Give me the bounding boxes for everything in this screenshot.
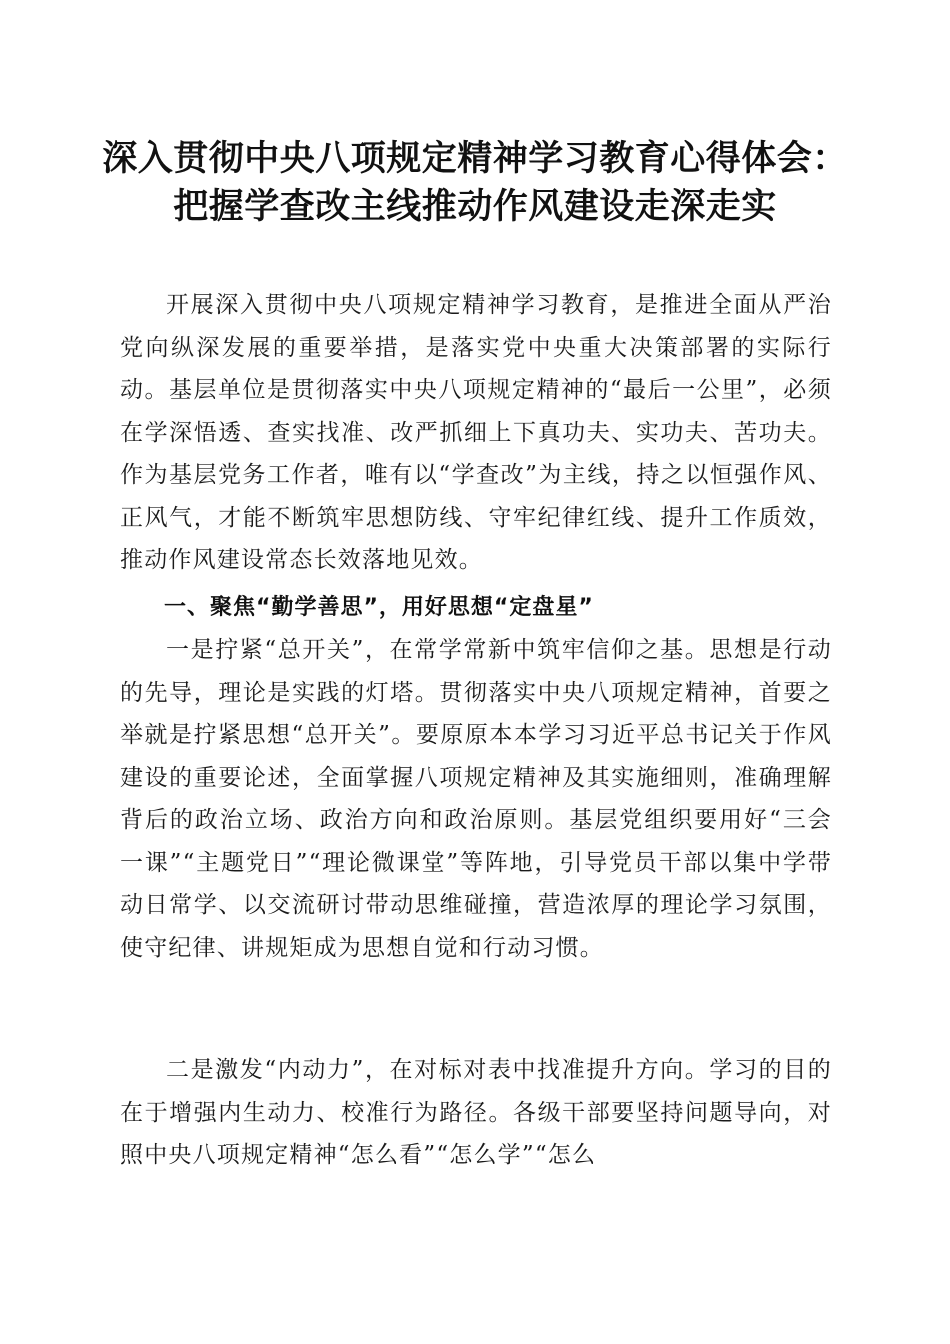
paragraph-point-1: 一是拧紧“总开关”，在常学常新中筑牢信仰之基。思想是行动的先导，理论是实践的灯塔。贯彻落实中央八项规定精神，首要之举就是拧紧思想“总开关”。要原原本本学习习近平总书记关于作风建设的重要论述，全面掌握八项规定精神及其实施细则，准确理解背后的政治立场、政治方向和政治原则。基层党组织要用好“三会一课”“主题党日”“理论微课堂”等阵地，引导党员干部以集中学带动日常学、以交流研讨带动思维碰撞，营造浓厚的理论学习氛围，使守纪律、讲规矩成为思想自觉和行动习惯。 xyxy=(120,637,832,961)
document-title-line-1: 深入贯彻中央八项规定精神学习教育心得体会： xyxy=(102,138,848,179)
paragraph-point-2: 二是激发“内动力”，在对标对表中找准提升方向。学习的目的在于增强内生动力、校准行为路径。各级干部要坚持问题导向，对照中央八项规定精神“怎么看”“怎么学”“怎么 xyxy=(120,1057,832,1168)
intro-paragraph: 开展深入贯彻中央八项规定精神学习教育，是推进全面从严治党向纵深发展的重要举措，是落实党中央重大决策部署的实际行动。基层单位是贯彻落实中央八项规定精神的“最后一公里”，必须在学深悟透、查实找准、改严抓细上下真功夫、实功夫、苦功夫。作为基层党务工作者，唯有以“学查改”为主线，持之以恒强作风、正风气，才能不断筑牢思想防线、守牢纪律红线、提升工作质效，推动作风建设常态长效落地见效。 xyxy=(120,292,832,573)
document-title-line-2: 把握学查改主线推动作风建设走深走实 xyxy=(173,186,777,227)
section-heading-1: 一、聚焦“勤学善思”，用好思想“定盘星” xyxy=(164,595,594,620)
